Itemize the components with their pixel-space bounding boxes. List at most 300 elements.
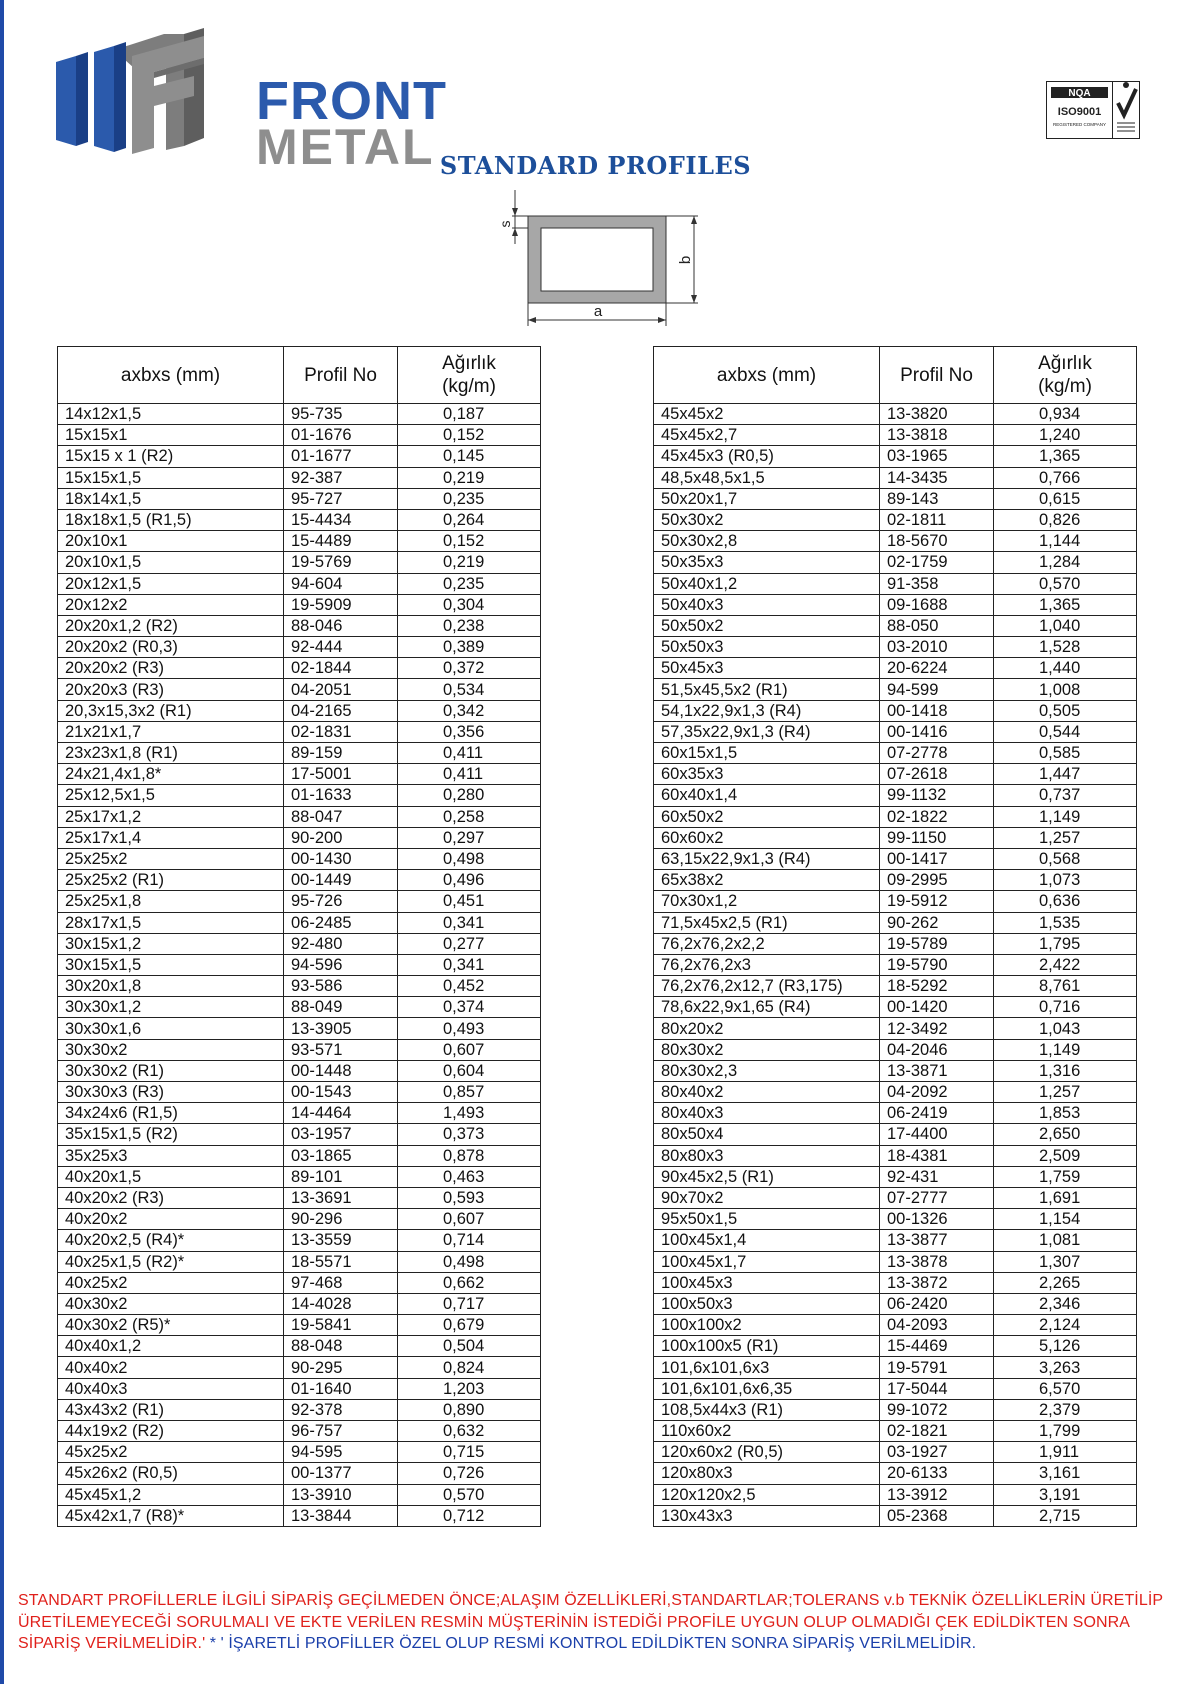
- cell-weight: 0,570: [994, 573, 1137, 594]
- cell-dimensions: 100x45x1,4: [654, 1230, 880, 1251]
- table-row: [654, 848, 1137, 869]
- table-row: [654, 1103, 1137, 1124]
- table-row: [58, 1230, 541, 1251]
- cell-dimensions: 30x30x1,2: [58, 997, 284, 1018]
- cell-weight: 1,257: [994, 827, 1137, 848]
- cell-profile-no: 19-5790: [880, 954, 994, 975]
- cell-weight: 0,766: [994, 467, 1137, 488]
- cell-profile-no: 03-1865: [284, 1145, 398, 1166]
- cell-dimensions: 21x21x1,7: [58, 721, 284, 742]
- cell-dimensions: 20x10x1: [58, 531, 284, 552]
- table-row: [654, 1505, 1137, 1526]
- cell-profile-no: 97-468: [284, 1272, 398, 1293]
- cell-weight: 0,304: [398, 594, 541, 615]
- table-row: [654, 1018, 1137, 1039]
- table-row: [654, 467, 1137, 488]
- cell-dimensions: 50x20x1,7: [654, 488, 880, 509]
- cell-dimensions: 100x45x3: [654, 1272, 880, 1293]
- table-row: [58, 700, 541, 721]
- cell-dimensions: 101,6x101,6x3: [654, 1357, 880, 1378]
- table-row: [58, 1505, 541, 1526]
- profile-cross-section-diagram: [490, 188, 720, 328]
- cell-weight: 2,509: [994, 1145, 1137, 1166]
- cell-profile-no: 00-1448: [284, 1060, 398, 1081]
- cell-profile-no: 94-595: [284, 1442, 398, 1463]
- table-row: [654, 997, 1137, 1018]
- cell-weight: 6,570: [994, 1378, 1137, 1399]
- table-row: [654, 827, 1137, 848]
- cell-weight: 2,379: [994, 1399, 1137, 1420]
- cell-dimensions: 25x25x2 (R1): [58, 870, 284, 891]
- table-row: [58, 1357, 541, 1378]
- cell-weight: 1,081: [994, 1230, 1137, 1251]
- cell-dimensions: 80x40x3: [654, 1103, 880, 1124]
- cell-weight: 3,161: [994, 1463, 1137, 1484]
- table-row: [654, 552, 1137, 573]
- cell-weight: 0,607: [398, 1039, 541, 1060]
- cell-dimensions: 30x15x1,2: [58, 933, 284, 954]
- cell-profile-no: 00-1449: [284, 870, 398, 891]
- cell-dimensions: 40x20x2,5 (R4)*: [58, 1230, 284, 1251]
- table-row: [58, 954, 541, 975]
- cell-profile-no: 02-1844: [284, 658, 398, 679]
- table-row: [58, 721, 541, 742]
- cell-dimensions: 40x20x2: [58, 1209, 284, 1230]
- cell-profile-no: 13-3559: [284, 1230, 398, 1251]
- table-row: [58, 1484, 541, 1505]
- cell-dimensions: 51,5x45,5x2 (R1): [654, 679, 880, 700]
- cell-profile-no: 90-262: [880, 912, 994, 933]
- cell-profile-no: 00-1416: [880, 721, 994, 742]
- page-title: STANDARD PROFILES: [439, 151, 752, 180]
- table-row: [654, 785, 1137, 806]
- table-row: [654, 1166, 1137, 1187]
- table-row: [58, 1166, 541, 1187]
- cell-weight: 0,505: [994, 700, 1137, 721]
- cell-dimensions: 120x80x3: [654, 1463, 880, 1484]
- table-row: [58, 552, 541, 573]
- cell-weight: 0,145: [398, 446, 541, 467]
- cell-dimensions: 80x30x2,3: [654, 1060, 880, 1081]
- table-body-right: [654, 404, 1137, 1527]
- cell-weight: 2,346: [994, 1293, 1137, 1314]
- table-row: [58, 594, 541, 615]
- cell-profile-no: 19-5841: [284, 1315, 398, 1336]
- cell-profile-no: 19-5789: [880, 933, 994, 954]
- cell-profile-no: 19-5909: [284, 594, 398, 615]
- cell-profile-no: 89-101: [284, 1166, 398, 1187]
- cell-profile-no: 04-2165: [284, 700, 398, 721]
- cell-dimensions: 50x45x3: [654, 658, 880, 679]
- table-row: [654, 1124, 1137, 1145]
- cell-profile-no: 09-2995: [880, 870, 994, 891]
- cell-dimensions: 57,35x22,9x1,3 (R4): [654, 721, 880, 742]
- cell-dimensions: 100x50x3: [654, 1293, 880, 1314]
- cell-profile-no: 02-1821: [880, 1421, 994, 1442]
- table-row: [654, 404, 1137, 425]
- cell-profile-no: 04-2046: [880, 1039, 994, 1060]
- cell-weight: 0,280: [398, 785, 541, 806]
- table-row: [58, 637, 541, 658]
- table-row: [654, 425, 1137, 446]
- table-row: [654, 933, 1137, 954]
- table-row: [654, 1463, 1137, 1484]
- cell-dimensions: 40x25x2: [58, 1272, 284, 1293]
- cell-weight: 0,498: [398, 1251, 541, 1272]
- cell-profile-no: 02-1759: [880, 552, 994, 573]
- cell-profile-no: 07-2618: [880, 764, 994, 785]
- cell-dimensions: 80x30x2: [654, 1039, 880, 1060]
- cell-weight: 0,593: [398, 1187, 541, 1208]
- cell-dimensions: 40x40x3: [58, 1378, 284, 1399]
- cell-weight: 0,934: [994, 404, 1137, 425]
- cell-weight: 0,356: [398, 721, 541, 742]
- cell-dimensions: 100x45x1,7: [654, 1251, 880, 1272]
- cell-profile-no: 13-3910: [284, 1484, 398, 1505]
- table-row: [58, 743, 541, 764]
- cell-dimensions: 60x60x2: [654, 827, 880, 848]
- cell-dimensions: 45x26x2 (R0,5): [58, 1463, 284, 1484]
- cell-dimensions: 78,6x22,9x1,65 (R4): [654, 997, 880, 1018]
- cell-dimensions: 14x12x1,5: [58, 404, 284, 425]
- cell-weight: 1,149: [994, 806, 1137, 827]
- table-row: [58, 1060, 541, 1081]
- cell-weight: 0,374: [398, 997, 541, 1018]
- cell-weight: 0,258: [398, 806, 541, 827]
- cell-profile-no: 03-1957: [284, 1124, 398, 1145]
- cell-weight: 0,411: [398, 764, 541, 785]
- cell-dimensions: 30x30x1,6: [58, 1018, 284, 1039]
- cell-profile-no: 13-3912: [880, 1484, 994, 1505]
- cell-dimensions: 34x24x6 (R1,5): [58, 1103, 284, 1124]
- cell-dimensions: 44x19x2 (R2): [58, 1421, 284, 1442]
- table-row: [58, 1103, 541, 1124]
- cell-dimensions: 60x15x1,5: [654, 743, 880, 764]
- cell-weight: 1,008: [994, 679, 1137, 700]
- cell-weight: 1,307: [994, 1251, 1137, 1272]
- cell-weight: 0,714: [398, 1230, 541, 1251]
- cell-weight: 1,795: [994, 933, 1137, 954]
- brand-name-front: FRONT: [256, 71, 447, 131]
- table-row: [58, 933, 541, 954]
- cell-weight: 0,890: [398, 1399, 541, 1420]
- table-row: [58, 997, 541, 1018]
- cell-profile-no: 13-3818: [880, 425, 994, 446]
- cell-dimensions: 65x38x2: [654, 870, 880, 891]
- table-row: [58, 891, 541, 912]
- cell-dimensions: 80x80x3: [654, 1145, 880, 1166]
- table-row: [58, 488, 541, 509]
- cell-dimensions: 70x30x1,2: [654, 891, 880, 912]
- cell-weight: 0,277: [398, 933, 541, 954]
- header-weight-line2: (kg/m): [1038, 376, 1092, 397]
- cell-profile-no: 04-2051: [284, 679, 398, 700]
- cell-weight: 2,650: [994, 1124, 1137, 1145]
- cell-dimensions: 100x100x5 (R1): [654, 1336, 880, 1357]
- cell-dimensions: 108,5x44x3 (R1): [654, 1399, 880, 1420]
- cell-profile-no: 01-1640: [284, 1378, 398, 1399]
- table-row: [654, 891, 1137, 912]
- cell-dimensions: 76,2x76,2x3: [654, 954, 880, 975]
- cell-profile-no: 03-1927: [880, 1442, 994, 1463]
- table-row: [654, 679, 1137, 700]
- profiles-table-right: [653, 346, 1137, 1527]
- table-row: [58, 785, 541, 806]
- table-row: [654, 594, 1137, 615]
- cell-dimensions: 76,2x76,2x2,2: [654, 933, 880, 954]
- table-row: [654, 1060, 1137, 1081]
- cell-dimensions: 45x25x2: [58, 1442, 284, 1463]
- cell-dimensions: 25x17x1,4: [58, 827, 284, 848]
- cell-weight: 0,737: [994, 785, 1137, 806]
- cell-profile-no: 13-3871: [880, 1060, 994, 1081]
- table-row: [58, 1463, 541, 1484]
- cell-profile-no: 17-5001: [284, 764, 398, 785]
- cell-weight: 0,264: [398, 509, 541, 530]
- cell-profile-no: 93-571: [284, 1039, 398, 1060]
- cell-profile-no: 92-431: [880, 1166, 994, 1187]
- cell-weight: 0,716: [994, 997, 1137, 1018]
- cell-weight: 0,607: [398, 1209, 541, 1230]
- cell-profile-no: 15-4489: [284, 531, 398, 552]
- cell-weight: 0,604: [398, 1060, 541, 1081]
- header-dimensions: axbxs (mm): [58, 347, 284, 404]
- cell-dimensions: 90x70x2: [654, 1187, 880, 1208]
- cell-profile-no: 15-4469: [880, 1336, 994, 1357]
- cell-dimensions: 50x40x3: [654, 594, 880, 615]
- cell-dimensions: 40x20x2 (R3): [58, 1187, 284, 1208]
- cell-dimensions: 30x30x3 (R3): [58, 1082, 284, 1103]
- cell-dimensions: 25x25x2: [58, 848, 284, 869]
- cell-dimensions: 35x15x1,5 (R2): [58, 1124, 284, 1145]
- cell-weight: 0,715: [398, 1442, 541, 1463]
- cell-dimensions: 120x60x2 (R0,5): [654, 1442, 880, 1463]
- cell-weight: 0,238: [398, 615, 541, 636]
- cell-weight: 1,528: [994, 637, 1137, 658]
- table-row: [58, 976, 541, 997]
- cell-weight: 0,534: [398, 679, 541, 700]
- cell-dimensions: 25x17x1,2: [58, 806, 284, 827]
- cell-profile-no: 18-5571: [284, 1251, 398, 1272]
- table-row: [654, 531, 1137, 552]
- cell-profile-no: 17-5044: [880, 1378, 994, 1399]
- cell-profile-no: 04-2092: [880, 1082, 994, 1103]
- table-row: [58, 1336, 541, 1357]
- cell-dimensions: 101,6x101,6x6,35: [654, 1378, 880, 1399]
- table-row: [58, 1251, 541, 1272]
- table-header-row: [654, 347, 1137, 404]
- cell-dimensions: 18x18x1,5 (R1,5): [58, 509, 284, 530]
- table-row: [58, 467, 541, 488]
- cell-dimensions: 50x30x2: [654, 509, 880, 530]
- cell-dimensions: 60x40x1,4: [654, 785, 880, 806]
- cell-profile-no: 19-5912: [880, 891, 994, 912]
- table-row: [654, 1209, 1137, 1230]
- table-row: [654, 1378, 1137, 1399]
- table-row: [654, 658, 1137, 679]
- header-dimensions: axbxs (mm): [654, 347, 880, 404]
- cell-weight: 0,632: [398, 1421, 541, 1442]
- table-row: [58, 1399, 541, 1420]
- cell-weight: 0,498: [398, 848, 541, 869]
- cell-weight: 0,824: [398, 1357, 541, 1378]
- cell-weight: 0,389: [398, 637, 541, 658]
- table-row: [654, 1251, 1137, 1272]
- cell-dimensions: 45x45x2,7: [654, 425, 880, 446]
- cell-profile-no: 90-200: [284, 827, 398, 848]
- cell-profile-no: 01-1677: [284, 446, 398, 467]
- cell-dimensions: 30x15x1,5: [58, 954, 284, 975]
- table-row: [58, 679, 541, 700]
- cell-dimensions: 20,3x15,3x2 (R1): [58, 700, 284, 721]
- order-warning-blue-text: * ' İŞARETLİ PROFİLLER ÖZEL OLUP RESMİ KONTROL EDİLDİKTEN SONRA SİPARİŞ VERİLMELİDİR.: [205, 1635, 977, 1652]
- table-row: [58, 658, 541, 679]
- table-row: [58, 615, 541, 636]
- cell-weight: 0,235: [398, 488, 541, 509]
- company-logo: [54, 28, 447, 175]
- header-weight-line1: Ağırlık: [1038, 353, 1092, 374]
- crown-icon: [1123, 82, 1129, 88]
- cell-profile-no: 99-1132: [880, 785, 994, 806]
- cell-profile-no: 95-727: [284, 488, 398, 509]
- brand-name-metal: METAL: [256, 119, 435, 175]
- table-row: [58, 912, 541, 933]
- cell-profile-no: 18-5670: [880, 531, 994, 552]
- cell-weight: 0,496: [398, 870, 541, 891]
- table-row: [654, 637, 1137, 658]
- profiles-table-left: [57, 346, 541, 1527]
- table-row: [58, 1272, 541, 1293]
- cell-dimensions: 40x30x2 (R5)*: [58, 1315, 284, 1336]
- cell-dimensions: 45x42x1,7 (R8)*: [58, 1505, 284, 1526]
- cell-dimensions: 76,2x76,2x12,7 (R3,175): [654, 976, 880, 997]
- cell-weight: 1,853: [994, 1103, 1137, 1124]
- header-weight: [398, 347, 541, 404]
- header-weight-line2: (kg/m): [442, 376, 496, 397]
- cell-dimensions: 35x25x3: [58, 1145, 284, 1166]
- cell-weight: 0,235: [398, 573, 541, 594]
- cell-weight: 0,857: [398, 1082, 541, 1103]
- cell-profile-no: 92-480: [284, 933, 398, 954]
- table-row: [654, 1230, 1137, 1251]
- table-row: [654, 1442, 1137, 1463]
- cell-dimensions: 40x40x2: [58, 1357, 284, 1378]
- cell-profile-no: 14-4464: [284, 1103, 398, 1124]
- header-profile-no: Profil No: [284, 347, 398, 404]
- cell-profile-no: 95-735: [284, 404, 398, 425]
- cell-profile-no: 20-6133: [880, 1463, 994, 1484]
- page-edge-stripe: [0, 0, 4, 1684]
- cell-weight: 1,073: [994, 870, 1137, 891]
- cell-weight: 1,149: [994, 1039, 1137, 1060]
- cell-weight: 0,219: [398, 467, 541, 488]
- cell-weight: 0,504: [398, 1336, 541, 1357]
- table-row: [654, 743, 1137, 764]
- cell-dimensions: 20x20x2 (R0,3): [58, 637, 284, 658]
- table-row: [654, 870, 1137, 891]
- cell-weight: 0,544: [994, 721, 1137, 742]
- cell-dimensions: 54,1x22,9x1,3 (R4): [654, 700, 880, 721]
- table-row: [58, 1209, 541, 1230]
- cell-weight: 2,265: [994, 1272, 1137, 1293]
- diagram-label-b: b: [677, 255, 694, 265]
- diagram-label-a: a: [593, 303, 603, 320]
- cell-profile-no: 99-1072: [880, 1399, 994, 1420]
- cell-dimensions: 15x15 x 1 (R2): [58, 446, 284, 467]
- cell-weight: 0,187: [398, 404, 541, 425]
- diagram-label-s: s: [497, 220, 513, 228]
- cell-profile-no: 94-604: [284, 573, 398, 594]
- table-row: [654, 1293, 1137, 1314]
- table-row: [654, 1484, 1137, 1505]
- order-warning-red-text: STANDART PROFİLLERLE İLGİLİ SİPARİŞ GEÇİLMEDEN ÖNCE;ALAŞIM ÖZELLİKLERİ,STANDARTLAR;TOLERANS v.b TEKNİK ÖZELLİKLERİN ÜRETİLİP ÜRETİLEMEYECEĞİ SORULMALI VE EKTE VERİLEN RESMİN MÜŞTERİNİN İSTEDİĞİ PROFİLE UYGUN OLUP OLMADIĞI ÇEK EDİLDİKTEN SONRA SİPARİŞ VERİLMELİDİR.': [18, 1592, 1163, 1652]
- table-row: [58, 1442, 541, 1463]
- cell-weight: 1,759: [994, 1166, 1137, 1187]
- cell-weight: 1,043: [994, 1018, 1137, 1039]
- table-row: [58, 404, 541, 425]
- cell-profile-no: 88-050: [880, 615, 994, 636]
- cell-dimensions: 25x25x1,8: [58, 891, 284, 912]
- table-row: [654, 806, 1137, 827]
- cell-dimensions: 95x50x1,5: [654, 1209, 880, 1230]
- cell-weight: 0,372: [398, 658, 541, 679]
- cell-dimensions: 120x120x2,5: [654, 1484, 880, 1505]
- cell-dimensions: 63,15x22,9x1,3 (R4): [654, 848, 880, 869]
- table-row: [58, 870, 541, 891]
- cell-profile-no: 00-1417: [880, 848, 994, 869]
- cell-weight: 0,152: [398, 425, 541, 446]
- table-row: [58, 806, 541, 827]
- cell-profile-no: 00-1430: [284, 848, 398, 869]
- cell-profile-no: 19-5769: [284, 552, 398, 573]
- cell-weight: 1,284: [994, 552, 1137, 573]
- cell-weight: 1,799: [994, 1421, 1137, 1442]
- table-row: [654, 488, 1137, 509]
- table-row: [654, 954, 1137, 975]
- cell-weight: 0,878: [398, 1145, 541, 1166]
- cell-profile-no: 88-047: [284, 806, 398, 827]
- cell-dimensions: 50x40x1,2: [654, 573, 880, 594]
- table-header-row: [58, 347, 541, 404]
- cell-dimensions: 45x45x3 (R0,5): [654, 446, 880, 467]
- cell-profile-no: 89-143: [880, 488, 994, 509]
- cell-dimensions: 15x15x1: [58, 425, 284, 446]
- cell-dimensions: 80x50x4: [654, 1124, 880, 1145]
- cell-dimensions: 45x45x1,2: [58, 1484, 284, 1505]
- table-row: [654, 912, 1137, 933]
- table-row: [654, 764, 1137, 785]
- cell-dimensions: 40x25x1,5 (R2)*: [58, 1251, 284, 1272]
- cell-profile-no: 18-4381: [880, 1145, 994, 1166]
- table-row: [58, 1315, 541, 1336]
- table-row: [58, 1124, 541, 1145]
- cell-profile-no: 14-3435: [880, 467, 994, 488]
- cell-profile-no: 07-2778: [880, 743, 994, 764]
- cell-profile-no: 89-159: [284, 743, 398, 764]
- cell-profile-no: 90-296: [284, 1209, 398, 1230]
- table-row: [654, 1421, 1137, 1442]
- cell-profile-no: 92-387: [284, 467, 398, 488]
- cell-dimensions: 20x20x1,2 (R2): [58, 615, 284, 636]
- cert-caption-text: REGISTERED COMPANY: [1053, 122, 1106, 127]
- table-row: [58, 1378, 541, 1399]
- cell-profile-no: 15-4434: [284, 509, 398, 530]
- cell-dimensions: 30x20x1,8: [58, 976, 284, 997]
- cell-profile-no: 00-1377: [284, 1463, 398, 1484]
- cell-profile-no: 13-3905: [284, 1018, 398, 1039]
- cell-profile-no: 91-358: [880, 573, 994, 594]
- cell-dimensions: 50x50x3: [654, 637, 880, 658]
